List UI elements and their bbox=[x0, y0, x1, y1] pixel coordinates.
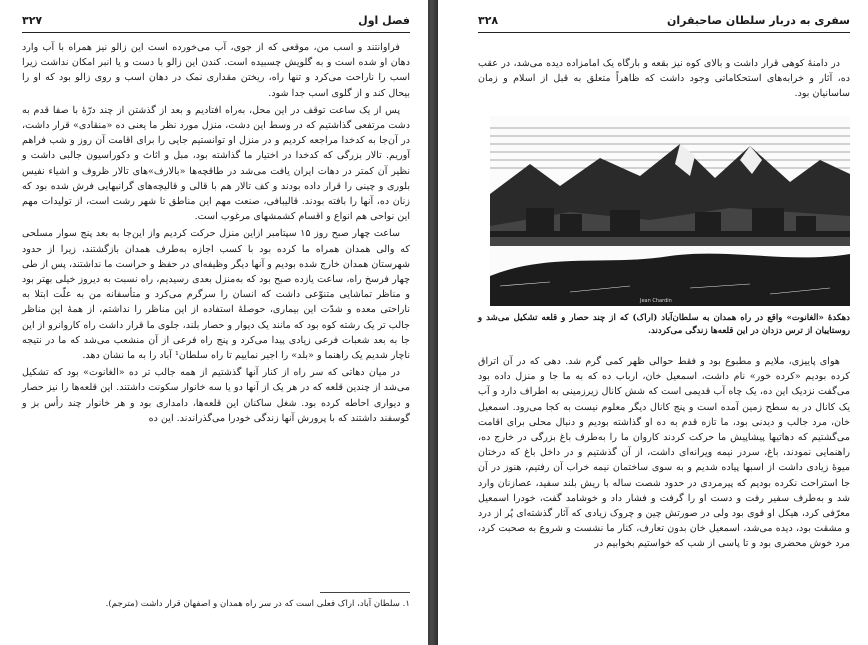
book-spine bbox=[428, 0, 438, 645]
engraving-credit: Jean Chardin bbox=[640, 298, 672, 304]
village-engraving bbox=[490, 116, 850, 306]
page-header bbox=[478, 14, 850, 30]
body-text bbox=[22, 40, 410, 428]
page-header bbox=[22, 14, 410, 30]
page-number: ۳۲۷ bbox=[22, 14, 43, 27]
paragraph: در میان دهاتی که سر راه از کنار آنها گذشتیم از همه جالب تر ده «الغانوت» بود که تشکیل می‌شد از چندین قلعه که در هر یک از آنها دو یا سه خانوار سکونت داشتند. این قلعه‌ها را نیز حصار و دیواری احاطه کرده بود. شغل ساکنان این قلعه‌ها، دامداری بود و هر خانوار چند رأس بز و گوسفند داشتند که با پرورش آنها زندگی خودرا می‌گذراندند. این ده bbox=[22, 367, 410, 424]
header-rule bbox=[478, 32, 850, 33]
paragraph: پس از یک ساعت توقف در این محل، به‌راه افتادیم و بعد از گذشتن از چند درّهٔ با صفا قدم به دشت مرتفعی گذاشتیم که در وسط این دشت، منزل مورد نظر ما یعنی ده «منقادی» قرار داشت، در آن‌جا به کدخدا مراجعه کردیم و در منزل او توانستیم جایی را برای اقامت آن روز و شب فراهم آوریم. تالار بزرگی که کدخدا در اختیار ما گذاشته بود، مبل و اثاث و دکوراسیون جالبی داشت و نظیر آن کمتر در دهات ایران یافت می‌شد در طاقچه‌ها «بالارف»های تالار ظروف و اشیاء نفیس بلوری و چینی را قرار داده بودند و کف تالار هم با قالی و قالیچه‌های گرانبهایی فرش شده بود که زنان ده، آنها را بافته بودند. قالیبافی، صنعت مهم این مناطق تا شهر رشت است، از تولیدات مهم این نواحی هم انواع و اقسام کشمشهای مرغوب است. bbox=[22, 104, 410, 223]
chapter-title: فصل اول bbox=[358, 14, 410, 27]
paragraph: فراوانتند و اسب من، موقعی که از جوی، آب می‌خورده است این زالو نیز همراه با آب وارد دهان او شده است و به گلویش چسبیده است. کندن این زالو با دست و یا انبر امکان نداشت زیرا اسب را ناراحت می‌کرد و تنها راه، ریختن مقداری نمک در دهان اسب و روی زالو بود که او را بیحال کند و از گلوی اسب جدا شود. bbox=[22, 42, 410, 99]
left-book-page bbox=[438, 0, 868, 645]
paragraph: در دامنهٔ کوهی قرار داشت و بالای کوه نیز بقعه و بارگاه یک امامزاده دیده می‌شد، در عقب ده، آثار و خرابه‌های استحکاماتی وجود داشت که ظاهراً متعلق به قبل از اسلام و زمان ساسانیان بود. bbox=[478, 58, 850, 100]
paragraph: ساعت چهار صبح روز ۱۵ سپتامبر ازاین منزل حرکت کردیم واز این‌جا به بعد پنج سوار مسلحی که والی همدان همراه ما کرده بود با کسب اجازه به‌طرف همدان بازگشتند، زیرا از حدود شهرستان همدان خارج شده بودیم و آنها دیگر وظیفه‌ای در حفظ و حراست ما نداشتند، پس از طی چهار فرسخ راه، ساعت یازده صبح بود که به‌منزل بعدی رسیدیم، راه نسبت به دیروز خیلی بهتر بود و مناظر تماشایی متنوّعی داشت که انسان را سرگرم می‌کرد و متأسفانه من به علّت ابتلا به ناراحتی معده و شدّت این بیماری، حوصلهٔ استفاده از این مناظر را نداشتم، از همهٔ این مناظر جالب تر یک رشته کوه بود که مانند یک دیوار و حصار بلند، جلوی ما قرار داشت راه کاروانرو از این جا به بعد شعبات فرعی زیادی پیدا می‌کرد و پنج راه فرعی از آن منشعب می‌شد که ما در نتیجه ناچار شدیم یک راهنما و «بلد» را اجیر نماییم تا راه سلطان‌¹ آباد را به ما نشان دهد. bbox=[22, 228, 410, 362]
page-number: ۳۲۸ bbox=[478, 14, 499, 27]
book-title: سفری به دربار سلطان صاحبقران bbox=[667, 14, 850, 27]
footnote: ۱. سلطان آباد، اراک فعلی است که در سر راه همدان و اصفهان قرار داشت (مترجم). bbox=[105, 599, 410, 609]
footnote-rule bbox=[320, 592, 410, 593]
intro-text bbox=[478, 56, 850, 104]
right-book-page bbox=[0, 0, 428, 645]
image-caption: دهکدهٔ «الغانوت» واقع در راه همدان به سلطان‌آباد (اراک) که از چند حصار و قلعه تشکیل می‌شد و روستاییان از ترس دزدان در این قلعه‌ها زندگی می‌کردند. bbox=[478, 313, 850, 336]
body-text bbox=[478, 354, 850, 554]
paragraph: هوای پاییزی، ملایم و مطبوع بود و فقط حوالی ظهر کمی گرم شد. دهی که در آن اتراق کرده بودیم «کرده خور» نام داشت، اسمعیل خان، ارباب ده که به ما جا و منزل داده بود می‌گفت نزدیک این ده، یک چاه آب قدیمی است که شش کانال زیرزمینی به اطراف دارد و آب یک کانال در به سطح زمین آمده است و پنج کانال دیگر معلوم نیست به کجا می‌رود. اسمعیل خان، مرد جالب و دیدنی بود، ما تازه قدم به ده او گذاشته بودیم و دنبال محلی برای اقامت می‌گشتیم که دهاتیها پیشاپیش ما حرکت کردند کاروان ما را به‌طرف باغ بزرگی در خارج ده، راهنمایی نمودند، باغ، سردر نیمه ویرانه‌ای داشت، از آن گذشتیم و در داخل باغ که درختان میوهٔ زیادی داشت از اسبها پیاده شدیم و به سوی ساختمان نیمه خراب آن رفتیم، هنوز در آن جا استراحت نکرده بودیم که پیرمردی در حدود شصت ساله با ریش بلند سفید، عصازنان وارد شد و به‌طرف سفیر رفت و دست او را گرفت و فشار داد و خوشامد گفت، خودرا اسمعیل معرّفی کرد، هیکل او قوی بود ولی در صورتش چین و چروک زیادی که آثار گذشته‌ای پُر از درد و مشقت بود، دیده می‌شد، اسمعیل خان بدون تعارف، کنار ما نشست و شروع به صحبت کرد، مرد خوش محضری بود و تا پاسی از شب که خواستیم بخوابیم در bbox=[478, 356, 850, 550]
header-rule bbox=[22, 32, 410, 33]
